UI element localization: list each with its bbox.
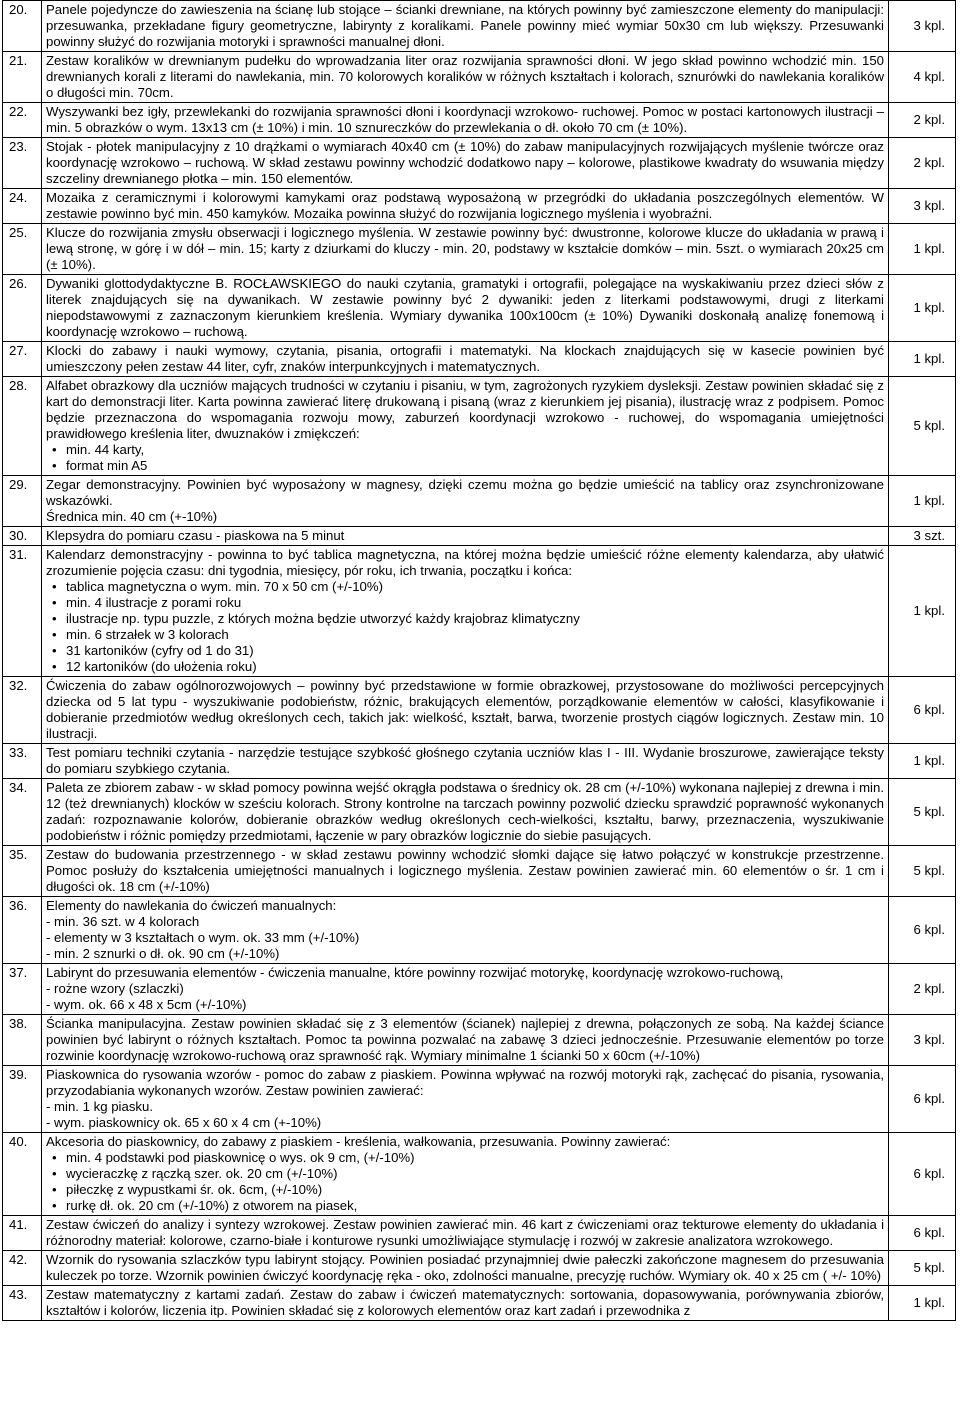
description-paragraph: - min. 1 kg piasku. bbox=[46, 1099, 154, 1114]
item-quantity: 1 kpl. bbox=[889, 224, 956, 275]
description-paragraph: Mozaika z ceramicznymi i kolorowymi kamykami oraz podstawą wyposażoną w przegródki do układania poszczególnych elementów. W zestawie powinno być min. 450 kamyków. Mozaika powinna służyć do rozwijania logicznego myślenia i wyobraźni. bbox=[46, 190, 884, 221]
bullet-item: • tablica magnetyczna o wym. min. 70 x 50 cm (+/-10%) bbox=[46, 579, 884, 595]
item-quantity: 5 kpl. bbox=[889, 1251, 956, 1286]
item-quantity: 3 kpl. bbox=[889, 1, 956, 52]
item-quantity: 6 kpl. bbox=[889, 677, 956, 744]
item-number: 31. bbox=[3, 546, 42, 677]
item-quantity: 1 kpl. bbox=[889, 744, 956, 779]
table-row bbox=[3, 546, 956, 677]
item-number: 26. bbox=[3, 275, 42, 342]
table-row bbox=[3, 527, 956, 546]
item-number: 40. bbox=[3, 1133, 42, 1216]
description-paragraph: Labirynt do przesuwania elementów - ćwiczenia manualne, które powinny rozwijać motorykę, koordynację wzrokowo-ruchową, bbox=[46, 965, 784, 980]
description-paragraph: Test pomiaru techniki czytania - narzędzie testujące szybkość głośnego czytania uczniów klas I - III. Wydanie broszurowe, zawierające teksty do pomiaru szybkiego czytania. bbox=[46, 745, 884, 776]
description-paragraph: Klepsydra do pomiaru czasu - piaskowa na 5 minut bbox=[46, 528, 345, 543]
table-row bbox=[3, 1251, 956, 1286]
item-number: 25. bbox=[3, 224, 42, 275]
description-paragraph: Zestaw matematyczny z kartami zadań. Zestaw do zabaw i ćwiczeń matematycznych: sortowania, dopasowywania, porównywania zbiorów, kształtów i kolorów, liczenia itp. Powinien składać się z kolorowych elementów oraz kart zadań i przewodnika z bbox=[46, 1287, 884, 1318]
table-row bbox=[3, 138, 956, 189]
item-description bbox=[42, 779, 889, 846]
bullet-item: • piłeczkę z wypustkami śr. ok. 6cm, (+/-10%) bbox=[46, 1182, 884, 1198]
item-quantity: 3 kpl. bbox=[889, 189, 956, 224]
item-description bbox=[42, 476, 889, 527]
item-quantity: 3 szt. bbox=[889, 527, 956, 546]
item-description bbox=[42, 1, 889, 52]
item-description bbox=[42, 677, 889, 744]
item-number: 42. bbox=[3, 1251, 42, 1286]
table-row bbox=[3, 1216, 956, 1251]
item-number: 37. bbox=[3, 964, 42, 1015]
table-row bbox=[3, 103, 956, 138]
item-quantity: 4 kpl. bbox=[889, 52, 956, 103]
item-quantity: 6 kpl. bbox=[889, 897, 956, 964]
table-row bbox=[3, 1133, 956, 1216]
item-number: 38. bbox=[3, 1015, 42, 1066]
table-row bbox=[3, 377, 956, 476]
table-row bbox=[3, 476, 956, 527]
item-description bbox=[42, 1133, 889, 1216]
item-number: 29. bbox=[3, 476, 42, 527]
item-quantity: 1 kpl. bbox=[889, 1286, 956, 1321]
item-description bbox=[42, 342, 889, 377]
item-number: 35. bbox=[3, 846, 42, 897]
description-paragraph: Ścianka manipulacyjna. Zestaw powinien składać się z 3 elementów (ścianek) najlepiej z drewna, połączonych ze sobą. Na każdej ściance powinien być labirynt o różnych kształtach. Pomoc ta powinna pozwalać na zabawę 3 dzieci jednocześnie. Przesuwanie elementów po torze rozwinie koordynację wzrokowo-ruchową oraz sprawność rąk. Wymiary minimalne 1 ścianki 50 x 60cm (+/-10%) bbox=[46, 1016, 884, 1063]
item-quantity: 5 kpl. bbox=[889, 377, 956, 476]
bullet-item: • min. 6 strzałek w 3 kolorach bbox=[46, 627, 884, 643]
item-description bbox=[42, 964, 889, 1015]
description-paragraph: Zestaw ćwiczeń do analizy i syntezy wzrokowej. Zestaw powinien zawierać min. 46 kart z ćwiczeniami oraz tekturowe elementy do układania i różnorodny materiał: kolorowe, czarno-białe i konturowe rysunki umożliwiające stymulację i rozwój w zakresie analizatora wzrokowego. bbox=[46, 1217, 884, 1248]
item-description bbox=[42, 1286, 889, 1321]
item-description bbox=[42, 846, 889, 897]
item-description bbox=[42, 52, 889, 103]
item-quantity: 3 kpl. bbox=[889, 1015, 956, 1066]
description-paragraph: - wym. piaskownicy ok. 65 x 60 x 4 cm (+-10%) bbox=[46, 1115, 322, 1130]
item-description bbox=[42, 527, 889, 546]
item-number: 43. bbox=[3, 1286, 42, 1321]
bullet-item: • min. 4 podstawki pod piaskownicę o wys. ok 9 cm, (+/-10%) bbox=[46, 1150, 884, 1166]
table-body bbox=[3, 1, 956, 1321]
description-paragraph: Średnica min. 40 cm (+-10%) bbox=[46, 509, 218, 524]
item-description bbox=[42, 377, 889, 476]
item-quantity: 6 kpl. bbox=[889, 1133, 956, 1216]
item-description bbox=[42, 224, 889, 275]
item-quantity: 2 kpl. bbox=[889, 964, 956, 1015]
item-number: 21. bbox=[3, 52, 42, 103]
item-number: 41. bbox=[3, 1216, 42, 1251]
item-number: 23. bbox=[3, 138, 42, 189]
description-paragraph: Klucze do rozwijania zmysłu obserwacji i logicznego myślenia. W zestawie powinny być: dwustronne, kolorowe klucze do układania w prawą i lewą stronę, w górę i w dół – min. 15; karty z dziurkami do kluczy - min. 20, podstawy w kształcie domków – min. 5szt. o wymiarach 20x25 cm (± 10%). bbox=[46, 225, 884, 272]
description-paragraph: Kalendarz demonstracyjny - powinna to być tablica magnetyczna, na której można będzie umieścić różne elementy kalendarza, aby ułatwić zrozumienie pojęcia czasu: dni tygodnia, miesięcy, pór roku, ich trwania, początku i końca: bbox=[46, 547, 884, 578]
description-paragraph: Zestaw do budowania przestrzennego - w skład zestawu powinny wchodzić słomki dające się łatwo połączyć w konstrukcje przestrzenne. Pomoc posłuży do kształcenia umiejętności manualnych i logicznego myślenia. Zestaw powinien zawierać min. 60 elementów o śr. 1 cm i długości ok. 18 cm (+/-10%) bbox=[46, 847, 884, 894]
item-description bbox=[42, 897, 889, 964]
description-paragraph: Ćwiczenia do zabaw ogólnorozwojowych – powinny być przedstawione w formie obrazkowej, przystosowane do możliwości percepcyjnych dziecka od 5 lat typu - wyszukiwanie podobieństw, różnic, brakujących elementów, porządkowanie elementów w całości, klasyfikowanie i dobieranie przedmiotów według określonych cech, takich jak: wielkość, kształt, barwa, tworzenie prostych ciągów logicznych. Zestaw min. 10 ilustracji. bbox=[46, 678, 884, 741]
item-description bbox=[42, 189, 889, 224]
table-row bbox=[3, 52, 956, 103]
item-description bbox=[42, 546, 889, 677]
table-row bbox=[3, 964, 956, 1015]
item-number: 34. bbox=[3, 779, 42, 846]
description-paragraph: Dywaniki glottodydaktyczne B. ROCŁAWSKIEGO do nauki czytania, gramatyki i ortografii, polegające na wyskakiwaniu przez dzieci słów z literek znajdujących się na dywanikach. W zestawie powinny być 2 dywaniki: jeden z literkami podstawowymi, drugi z literkami niepodstawowymi z zaznaczonym kierunkiem kreślenia. Wymiary dywanika 100x100cm (± 10%) Dywaniki doskonałą analizę fonemową i koordynację wzrokowo – ruchową. bbox=[46, 276, 884, 339]
table-row bbox=[3, 779, 956, 846]
table-row bbox=[3, 897, 956, 964]
item-description bbox=[42, 275, 889, 342]
description-paragraph: - wym. ok. 66 x 48 x 5cm (+/-10%) bbox=[46, 997, 247, 1012]
item-number: 22. bbox=[3, 103, 42, 138]
table-row bbox=[3, 189, 956, 224]
item-quantity: 2 kpl. bbox=[889, 138, 956, 189]
item-description bbox=[42, 1066, 889, 1133]
description-paragraph: Piaskownica do rysowania wzorów - pomoc do zabaw z piaskiem. Powinna wpływać na rozwój motoryki rąk, zachęcać do pisania, rysowania, przyzodabiania wykonanych wzorów. Zestaw powinien zawierać: bbox=[46, 1067, 884, 1098]
description-paragraph: Wyszywanki bez igły, przewlekanki do rozwijania sprawności dłoni i koordynacji wzrokowo- ruchowej. Pomoc w postaci kartonowych ilustracji – min. 5 obrazków o wym. 13x13 cm (± 10%) i min. 10 sznureczków do przewlekania o dł. około 70 cm (± 10%). bbox=[46, 104, 884, 135]
description-paragraph: - min. 36 szt. w 4 kolorach bbox=[46, 914, 200, 929]
description-paragraph: Akcesoria do piaskownicy, do zabawy z piaskiem - kreślenia, wałkowania, przesuwania. Powinny zawierać: bbox=[46, 1134, 671, 1149]
item-number: 28. bbox=[3, 377, 42, 476]
bullet-item: • 12 kartoników (do ułożenia roku) bbox=[46, 659, 884, 675]
item-description bbox=[42, 1015, 889, 1066]
description-paragraph: Zestaw koralików w drewnianym pudełku do wprowadzania liter oraz rozwijania sprawności dłoni. W jego skład powinno wchodzić min. 150 drewnianych korali z literami do nawlekania, min. 70 kolorowych koralików w różnych kształtach i kolorach, sznurówki do nawlekania koralików o długości min. 70cm. bbox=[46, 53, 884, 100]
description-paragraph: Wzornik do rysowania szlaczków typu labirynt stojący. Powinien posiadać przynajmniej dwie pałeczki zakończone magnesem do przesuwania kuleczek po torze. Wzornik powinien ćwiczyć koordynację ręka - oko, zdolności manualne, precyzję ruchów. Wymiary ok. 40 x 25 cm ( +/- 10%) bbox=[46, 1252, 884, 1283]
item-description bbox=[42, 1251, 889, 1286]
description-paragraph: - rożne wzory (szlaczki) bbox=[46, 981, 184, 996]
table-row bbox=[3, 1, 956, 52]
item-number: 39. bbox=[3, 1066, 42, 1133]
item-number: 32. bbox=[3, 677, 42, 744]
item-number: 20. bbox=[3, 1, 42, 52]
item-number: 30. bbox=[3, 527, 42, 546]
item-description bbox=[42, 103, 889, 138]
description-paragraph: Alfabet obrazkowy dla uczniów mających trudności w czytaniu i pisaniu, w tym, zagrożonych ryzykiem dysleksji. Zestaw powinien składać się z kart do demonstracji liter. Karta powinna zawierać literę drukowaną i pisaną (wraz z kierunkiem jej pisania), ilustrację wraz z podpisem. Pomoc będzie przeznaczona do wspomagania rozwoju mowy, zaburzeń koordynacji wzrokowo - ruchowej, do wspomagania umiejętności prawidłowego kreślenia liter, dwuznaków i zmiękczeń: bbox=[46, 378, 884, 441]
bullet-item: • ilustracje np. typu puzzle, z których można będzie utworzyć każdy krajobraz klimatyczny bbox=[46, 611, 884, 627]
table-row bbox=[3, 224, 956, 275]
bullet-item: • min. 44 karty, bbox=[46, 442, 884, 458]
item-description bbox=[42, 1216, 889, 1251]
item-number: 24. bbox=[3, 189, 42, 224]
specification-table bbox=[2, 0, 956, 1321]
description-paragraph: Paleta ze zbiorem zabaw - w skład pomocy powinna wejść okrągła podstawa o średnicy ok. 28 cm (+/-10%) wykonana najlepiej z drewna i min. 12 (też drewnianych) klocków w sześciu kolorach. Strony kontrolne na tarczach powinny pozwolić dziecku sprawdzić poprawność wykonanych zadań: rozpoznawanie kolorów, dobieranie obrazków według określonych cech-wielkości, kształtu, barwy, przeznaczenia, wyszukiwanie podobieństw i różnic pomiędzy przedmiotami, łączenie w pary obrazków logicznie do siebie pasujących. bbox=[46, 780, 884, 843]
description-paragraph: Stojak - płotek manipulacyjny z 10 drążkami o wymiarach 40x40 cm (± 10%) do zabaw manipulacyjnych rozwijających myślenie twórcze oraz koordynację wzrokowo – ruchową. W skład zestawu powinny wchodzić dodatkowo napy – kolorowe, plastikowe kwadraty do wsuwania między szczeliny drewnianego płotka – min. 150 elementów. bbox=[46, 139, 884, 186]
item-description bbox=[42, 744, 889, 779]
item-quantity: 5 kpl. bbox=[889, 846, 956, 897]
item-quantity: 1 kpl. bbox=[889, 546, 956, 677]
bullet-item: • format min A5 bbox=[46, 458, 884, 474]
description-paragraph: Panele pojedyncze do zawieszenia na ścianę lub stojące – ścianki drewniane, na których powinny być zamieszczone elementy do manipulacji: przesuwanka, przekładane figury geometryczne, labirynty z koralikami. Panele powinny mieć wymiar 50x30 cm lub większy. Przesuwanki powinny służyć do rozwijania motoryki i sprawności manualnej dłoni. bbox=[46, 2, 884, 49]
table-row bbox=[3, 1286, 956, 1321]
table-row bbox=[3, 846, 956, 897]
table-row bbox=[3, 342, 956, 377]
item-number: 33. bbox=[3, 744, 42, 779]
item-quantity: 6 kpl. bbox=[889, 1216, 956, 1251]
bullet-item: • min. 4 ilustracje z porami roku bbox=[46, 595, 884, 611]
item-quantity: 5 kpl. bbox=[889, 779, 956, 846]
description-paragraph: - min. 2 sznurki o dł. ok. 90 cm (+/-10%) bbox=[46, 946, 280, 961]
bullet-item: • wycieraczkę z rączką szer. ok. 20 cm (+/-10%) bbox=[46, 1166, 884, 1182]
table-row bbox=[3, 275, 956, 342]
bullet-item: • rurkę dł. ok. 20 cm (+/-10%) z otworem na piasek, bbox=[46, 1198, 884, 1214]
item-description bbox=[42, 138, 889, 189]
item-quantity: 1 kpl. bbox=[889, 342, 956, 377]
description-paragraph: - elementy w 3 kształtach o wym. ok. 33 mm (+/-10%) bbox=[46, 930, 360, 945]
item-quantity: 2 kpl. bbox=[889, 103, 956, 138]
table-row bbox=[3, 677, 956, 744]
item-number: 36. bbox=[3, 897, 42, 964]
table-row bbox=[3, 1015, 956, 1066]
bullet-item: • 31 kartoników (cyfry od 1 do 31) bbox=[46, 643, 884, 659]
table-row bbox=[3, 744, 956, 779]
description-paragraph: Zegar demonstracyjny. Powinien być wyposażony w magnesy, dzięki czemu można go będzie umieścić na tablicy oraz zsynchronizowane wskazówki. bbox=[46, 477, 884, 508]
item-number: 27. bbox=[3, 342, 42, 377]
description-paragraph: Klocki do zabawy i nauki wymowy, czytania, pisania, ortografii i matematyki. Na klockach znajdujących się w kasecie powinien być umieszczony pełen zestaw 44 liter, cyfr, znaków interpunkcyjnych i matematycznych. bbox=[46, 343, 884, 374]
item-quantity: 6 kpl. bbox=[889, 1066, 956, 1133]
description-paragraph: Elementy do nawlekania do ćwiczeń manualnych: bbox=[46, 898, 337, 913]
table-row bbox=[3, 1066, 956, 1133]
item-quantity: 1 kpl. bbox=[889, 476, 956, 527]
item-quantity: 1 kpl. bbox=[889, 275, 956, 342]
